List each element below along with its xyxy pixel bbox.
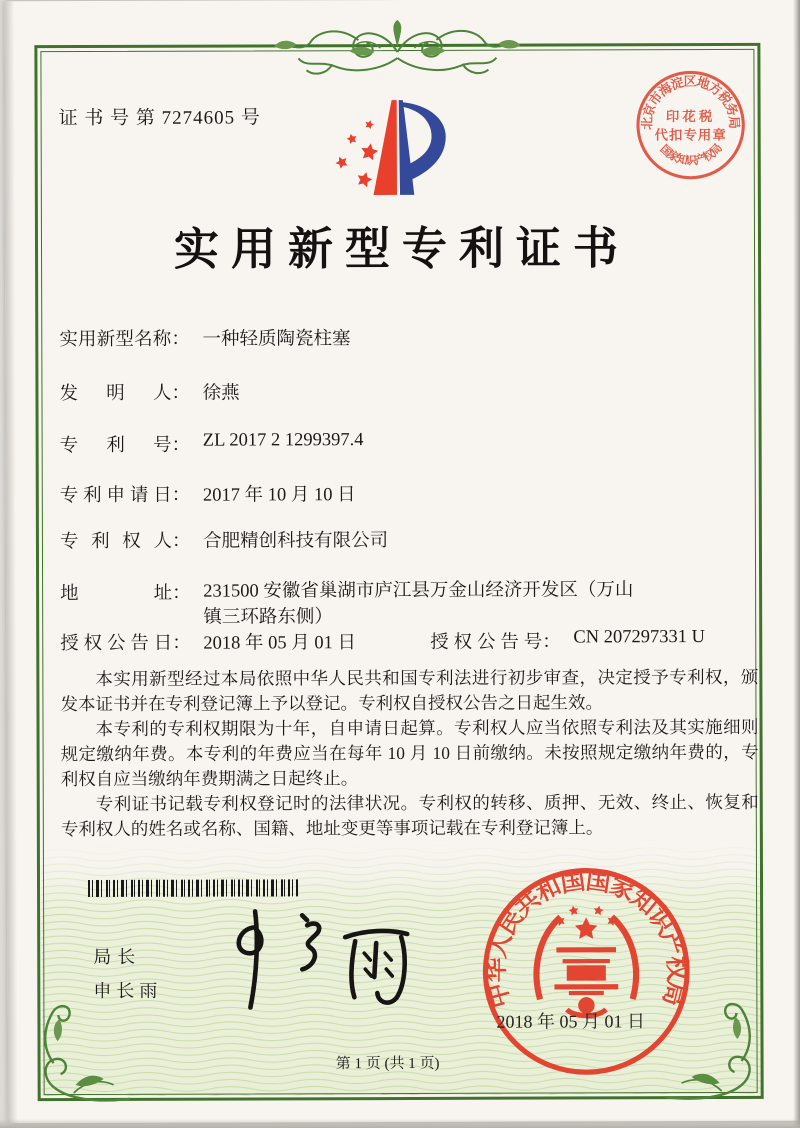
corner-ornament-left-icon [31, 1001, 131, 1107]
field-value: 徐燕 [202, 383, 240, 404]
field-label: 专利号 [59, 435, 172, 457]
field-patent-number [60, 430, 364, 457]
commissioner-title: 局长 [93, 946, 142, 967]
page-number: 第 1 页 (共 1 页) [335, 1055, 440, 1073]
certificate-title: 实用新型专利证书 [173, 223, 631, 275]
field-label: 实用新型名称 [59, 329, 172, 351]
certificate-sheet [4, 0, 800, 1123]
field-label: 专利权人 [59, 531, 172, 553]
official-seal-icon [478, 863, 695, 1080]
paragraph: 本专利的专利权期限为十年，自申请日起算。专利权人应当依照专利法及其实施细则规定缴纳年费。本专利的年费应当在每年 10 月 10 日前缴纳。未按照规定缴纳年费的，专利权自应当缴纳年费期满之日起终止。 [60, 716, 759, 790]
field-grant-number [430, 627, 705, 654]
colon: ： [171, 329, 190, 350]
field-value: 2017 年 10 月 10 日 [202, 485, 356, 506]
field-address [60, 577, 643, 631]
field-label: 授权公告号 [430, 632, 543, 653]
scan-edge-right [793, 0, 800, 1128]
field-inventor [59, 379, 239, 406]
stamp-arc-top-text: 北京市海淀区地方税务局 [640, 74, 742, 131]
stamp-center-line1: 印花税 [665, 108, 716, 125]
field-label: 发明人 [59, 383, 172, 405]
field-value: 231500 安徽省巢湖市庐江县万金山经济开发区（万山镇三环路东侧） [203, 580, 634, 628]
seal-date: 2018 年 05 月 01 日 [496, 1011, 645, 1032]
svg-text:国家知识产权局 [657, 141, 725, 167]
commissioner-name: 申长雨 [93, 980, 163, 1001]
national-emblem [536, 905, 636, 1016]
colon: ： [172, 633, 191, 654]
field-patentee [60, 526, 388, 553]
field-value: 合肥精创科技有限公司 [203, 531, 389, 552]
scan-edge-left [4, 1, 18, 1123]
field-value: 2018 年 05 月 01 日 [203, 633, 357, 654]
stamp-center-line2: 代扣专用章 [654, 127, 727, 143]
top-scroll-ornament-icon [262, 18, 532, 103]
field-value: 一种轻质陶瓷柱塞 [202, 329, 351, 350]
paragraph: 本实用新型经过本局依照中华人民共和国专利法进行初步审查，决定授予专利权，颁发本证书并在专利登记簿上予以登记。专利权自授权公告之日起生效。 [60, 666, 759, 715]
barcode-icon [88, 879, 298, 897]
stamp-arc-bottom-text: 国家知识产权局 [657, 142, 725, 168]
paragraph: 专利证书记载专利权登记时的法律状况。专利权的转移、质押、无效、终止、恢复和专利权人的姓名或名称、国籍、地址变更等事项记载在专利登记簿上。 [60, 791, 759, 840]
cnipa-logo-icon [329, 96, 451, 200]
certificate-number: 证 书 号 第 7274605 号 [58, 107, 261, 130]
tax-stamp-icon [626, 61, 754, 189]
colon: ： [172, 583, 191, 604]
colon: ： [171, 531, 191, 552]
colon: ： [171, 383, 191, 404]
seal-arc-text: 中华人民共和国国家知识产权局 [482, 867, 690, 1011]
field-utility-model-name [59, 324, 350, 351]
field-label: 授权公告日 [60, 633, 173, 655]
field-value: CN 207297331 U [573, 627, 705, 648]
field-label: 地址 [60, 583, 173, 605]
colon: ： [171, 485, 191, 506]
field-value: ZL 2017 2 1299397.4 [202, 430, 364, 451]
field-grant-date [60, 628, 356, 655]
signature-icon [219, 905, 417, 1018]
scan-edge-bottom [0, 1119, 800, 1128]
field-label: 专利申请日 [59, 485, 172, 507]
colon: ： [542, 632, 561, 653]
legal-text [60, 665, 759, 842]
colon: ： [171, 435, 191, 456]
field-filing-date [60, 480, 356, 507]
